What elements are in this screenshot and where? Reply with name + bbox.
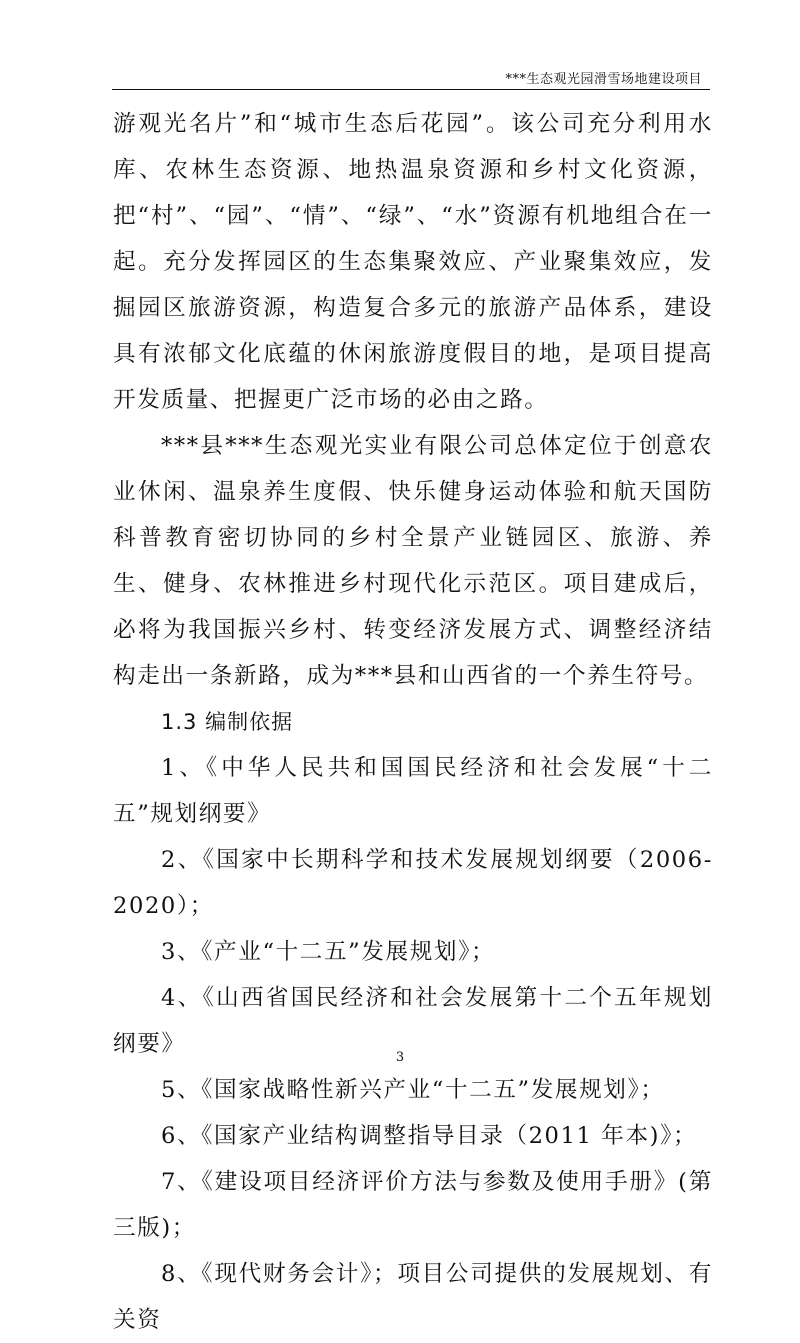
basis-list-item: 7、《建设项目经济评价方法与参数及使用手册》(第三版)；: [113, 1169, 713, 1241]
section-heading: 1.3 编制依据: [161, 710, 294, 734]
body-paragraph: 游观光名片”和“城市生态后花园”。该公司充分利用水库、农林生态资源、地热温泉资源和乡村文化资源，把“村”、“园”、“情”、“绿”、“水”资源有机地组合在一起。充分发挥园区的生态集聚效应、产业聚集效应，发掘园区旅游资源，构造复合多元的旅游产品体系，建设具有浓郁文化底蕴的休闲旅游度假目的地，是项目提高开发质量、把握更广泛市场的必由之路。: [113, 111, 713, 413]
basis-list-item: 6、《国家产业结构调整指导目录（2011 年本)》；: [161, 1123, 698, 1149]
document-body: [113, 101, 713, 1343]
running-header: ***生态观光园滑雪场地建设项目: [505, 72, 702, 87]
basis-list-item: 8、《现代财务会计》；项目公司提供的发展规划、有关资: [113, 1261, 713, 1333]
basis-list-item: 3、《产业“十二五”发展规划》；: [161, 939, 496, 965]
header-divider: [112, 89, 710, 90]
basis-list-item: 1、《中华人民共和国国民经济和社会发展“十二五”规划纲要》: [113, 755, 713, 827]
page-number: 3: [395, 1050, 405, 1065]
basis-list-item: 2、《国家中长期科学和技术发展规划纲要（2006-2020）；: [113, 847, 713, 919]
body-paragraph: ***县***生态观光实业有限公司总体定位于创意农业休闲、温泉养生度假、快乐健身运动体验和航天国防科普教育密切协同的乡村全景产业链园区、旅游、养生、健身、农林推进乡村现代化示范区。项目建成后，必将为我国振兴乡村、转变经济发展方式、调整经济结构走出一条新路，成为***县和山西省的一个养生符号。: [113, 433, 713, 689]
basis-list-item: 5、《国家战略性新兴产业“十二五”发展规划》；: [161, 1077, 665, 1103]
basis-list-item: 4、《山西省国民经济和社会发展第十二个五年规划纲要》: [113, 985, 713, 1057]
